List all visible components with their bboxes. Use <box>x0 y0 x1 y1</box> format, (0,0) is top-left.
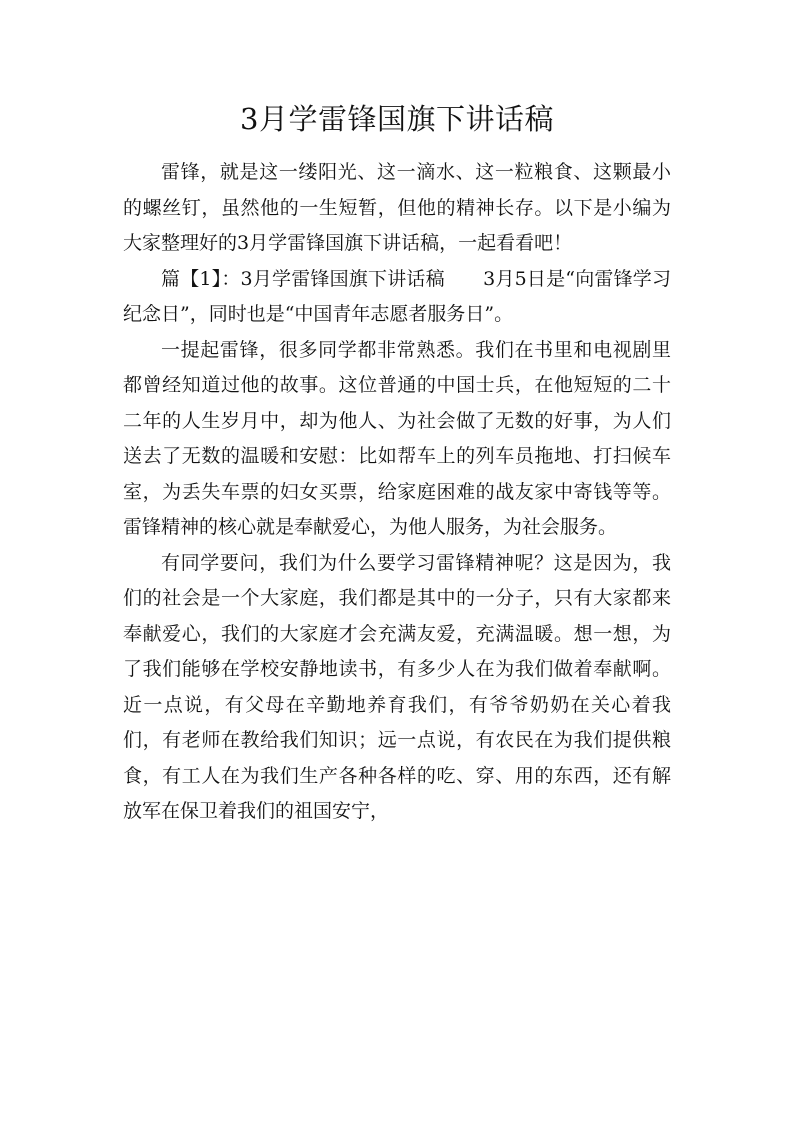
paragraph-part-one: 篇【1】：3月学雷锋国旗下讲话稿 3月5日是“向雷锋学习纪念日”，同时也是“中国青年志愿者服务日”。 <box>123 267 671 325</box>
document-body <box>123 155 671 830</box>
paragraph-why-learn: 有同学要问，我们为什么要学习雷锋精神呢？这是因为，我们的社会是一个大家庭，我们都是其中的一分子，只有大家都来奉献爱心，我们的大家庭才会充满友爱，充满温暖。想一想，为了我们能够在学校安静地读书，有多少人在为我们做着奉献啊。近一点说，有父母在辛勤地养育我们，有爷爷奶奶在关心着我们，有老师在教给我们知识；远一点说，有农民在为我们提供粮食，有工人在为我们生产各种各样的吃、穿、用的东西，还有解放军在保卫着我们的祖国安宁， <box>123 551 671 822</box>
page-title: 3月学雷锋国旗下讲话稿 <box>240 102 554 136</box>
paragraph-intro: 雷锋，就是这一缕阳光、这一滴水、这一粒粮食、这颗最小的螺丝钉，虽然他的一生短暂，但他的精神长存。以下是小编为大家整理好的3月学雷锋国旗下讲话稿，一起看看吧！ <box>123 161 671 254</box>
paragraph-lei-feng-story: 一提起雷锋，很多同学都非常熟悉。我们在书里和电视剧里都曾经知道过他的故事。这位普通的中国士兵，在他短短的二十二年的人生岁月中，却为他人、为社会做了无数的好事，为人们送去了无数的温暖和安慰：比如帮车上的列车员拖地、打扫候车室，为丢失车票的妇女买票，给家庭困难的战友家中寄钱等等。雷锋精神的核心就是奉献爱心，为他人服务，为社会服务。 <box>123 338 671 538</box>
